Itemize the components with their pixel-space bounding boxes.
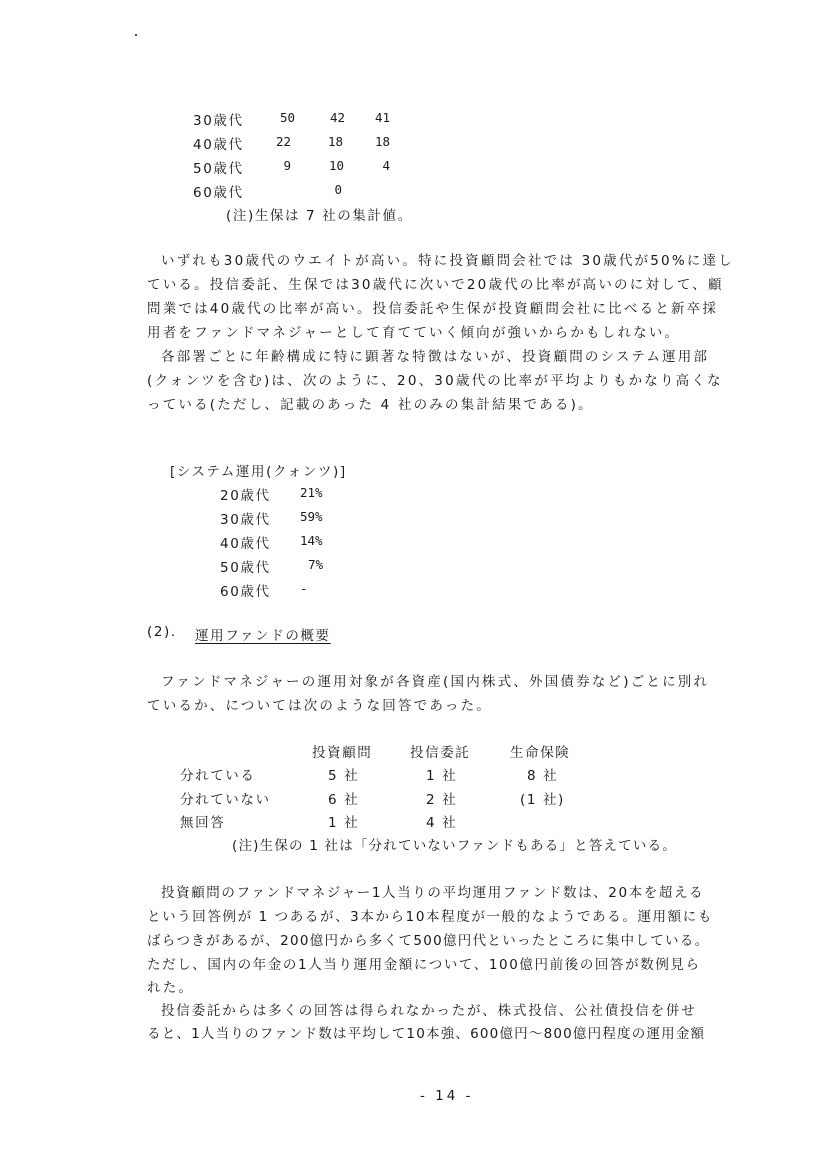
paragraph-line: 用者をファンドマネジャーとして育てていく傾向が強いからかもしれない。 (147, 325, 681, 341)
age-row-value: 0 (334, 182, 342, 197)
quants-row-value: 59% (300, 509, 323, 524)
fund-row-label: 分れている (180, 768, 256, 784)
page-number: - 14 - (420, 1088, 474, 1104)
fund-row-value: (1 社) (520, 792, 565, 808)
fund-row-value: 1 社 (426, 768, 458, 784)
age-row-value: 50 (279, 110, 295, 125)
paragraph-line: 投信委託からは多くの回答は得られなかったが、株式投信、公社債投信を併せ (161, 1003, 697, 1019)
section-number: (2). (147, 624, 177, 640)
paragraph-line: 各部署ごとに年齢構成に特に顕著な特徴はないが、投資顧問のシステム運用部 (161, 349, 710, 365)
age-row-label: 50歳代 (193, 161, 244, 177)
fund-row-value: 6 社 (328, 792, 360, 808)
quants-row-label: 40歳代 (220, 536, 271, 552)
fund-row-value: 1 社 (328, 815, 360, 831)
age-row-label: 40歳代 (193, 137, 244, 153)
fund-row-value: 5 社 (328, 768, 360, 784)
paragraph-line: 投資顧問のファンドマネジャー1人当りの平均運用ファンド数は、20本を超える (161, 885, 705, 901)
fund-row-label: 無回答 (180, 815, 226, 831)
paragraph-line: ばらつきがあるが、200億円から多くて500億円代といったところに集中している。 (147, 933, 710, 949)
paragraph-line: 問業では40歳代の比率が高い。投信委託や生保が投資顧問会社に比べると新卒採 (147, 301, 719, 317)
fund-table-header: 投資顧問 (312, 745, 373, 761)
age-row-value: 9 (283, 158, 291, 173)
age-row-value: 41 (374, 110, 390, 125)
age-row-value: 18 (374, 134, 390, 149)
age-table-note: (注)生保は 7 社の集計値。 (226, 208, 413, 224)
age-row-value: 22 (275, 134, 291, 149)
age-row-label: 60歳代 (193, 185, 244, 201)
scan-speck (135, 34, 137, 36)
section-title: 運用ファンドの概要 (195, 628, 331, 644)
paragraph-line: っている(ただし、記載のあった 4 社のみの集計結果である)。 (147, 397, 594, 413)
fund-row-value: 8 社 (527, 768, 559, 784)
age-row-label: 30歳代 (193, 113, 244, 129)
age-row-value: 10 (328, 158, 344, 173)
paragraph-line: いずれも30歳代のウエイトが高い。特に投資顧問会社では 30歳代が50%に達し (161, 253, 734, 269)
paragraph-line: ファンドマネジャーの運用対象が各資産(国内株式、外国債券など)ごとに別れ (161, 674, 710, 690)
quants-row-label: 60歳代 (220, 584, 271, 600)
fund-table-header: 投信委託 (410, 745, 471, 761)
quants-row-value: - (300, 581, 308, 596)
age-row-value: 42 (329, 110, 345, 125)
fund-row-value: 2 社 (426, 792, 458, 808)
paragraph-line: ている。投信委託、生保では30歳代に次いで20歳代の比率が高いのに対して、顧 (147, 277, 724, 293)
fund-table-note: (注)生保の 1 社は「分れていないファンドもある」と答えている。 (232, 838, 678, 854)
quants-row-label: 20歳代 (220, 488, 271, 504)
quants-row-label: 30歳代 (220, 512, 271, 528)
quants-row-value: 14% (300, 533, 323, 548)
paragraph-line: ると、1人当りのファンド数は平均して10本強、600億円～800億円程度の運用金額 (147, 1026, 706, 1042)
paragraph-line: れた。 (147, 980, 195, 996)
paragraph-line: (クォンツを含む)は、次のように、20、30歳代の比率が平均よりもかなり高くな (147, 373, 723, 389)
quants-row-value: 7% (308, 557, 324, 572)
paragraph-line: ただし、国内の年金の1人当り運用金額について、100億円前後の回答が数例見ら (147, 957, 701, 973)
fund-row-label: 分れていない (180, 792, 271, 808)
quants-heading: [システム運用(クォンツ)] (170, 464, 347, 480)
paragraph-line: という回答例が 1 つあるが、3本から10本程度が一般的なようである。運用額にも (147, 909, 713, 925)
age-row-value: 18 (327, 134, 343, 149)
paragraph-line: ているか、については次のような回答であった。 (147, 698, 492, 714)
quants-row-label: 50歳代 (220, 560, 271, 576)
fund-table-header: 生命保険 (510, 745, 571, 761)
age-row-value: 4 (382, 158, 390, 173)
fund-row-value: 4 社 (426, 815, 458, 831)
quants-row-value: 21% (300, 485, 323, 500)
